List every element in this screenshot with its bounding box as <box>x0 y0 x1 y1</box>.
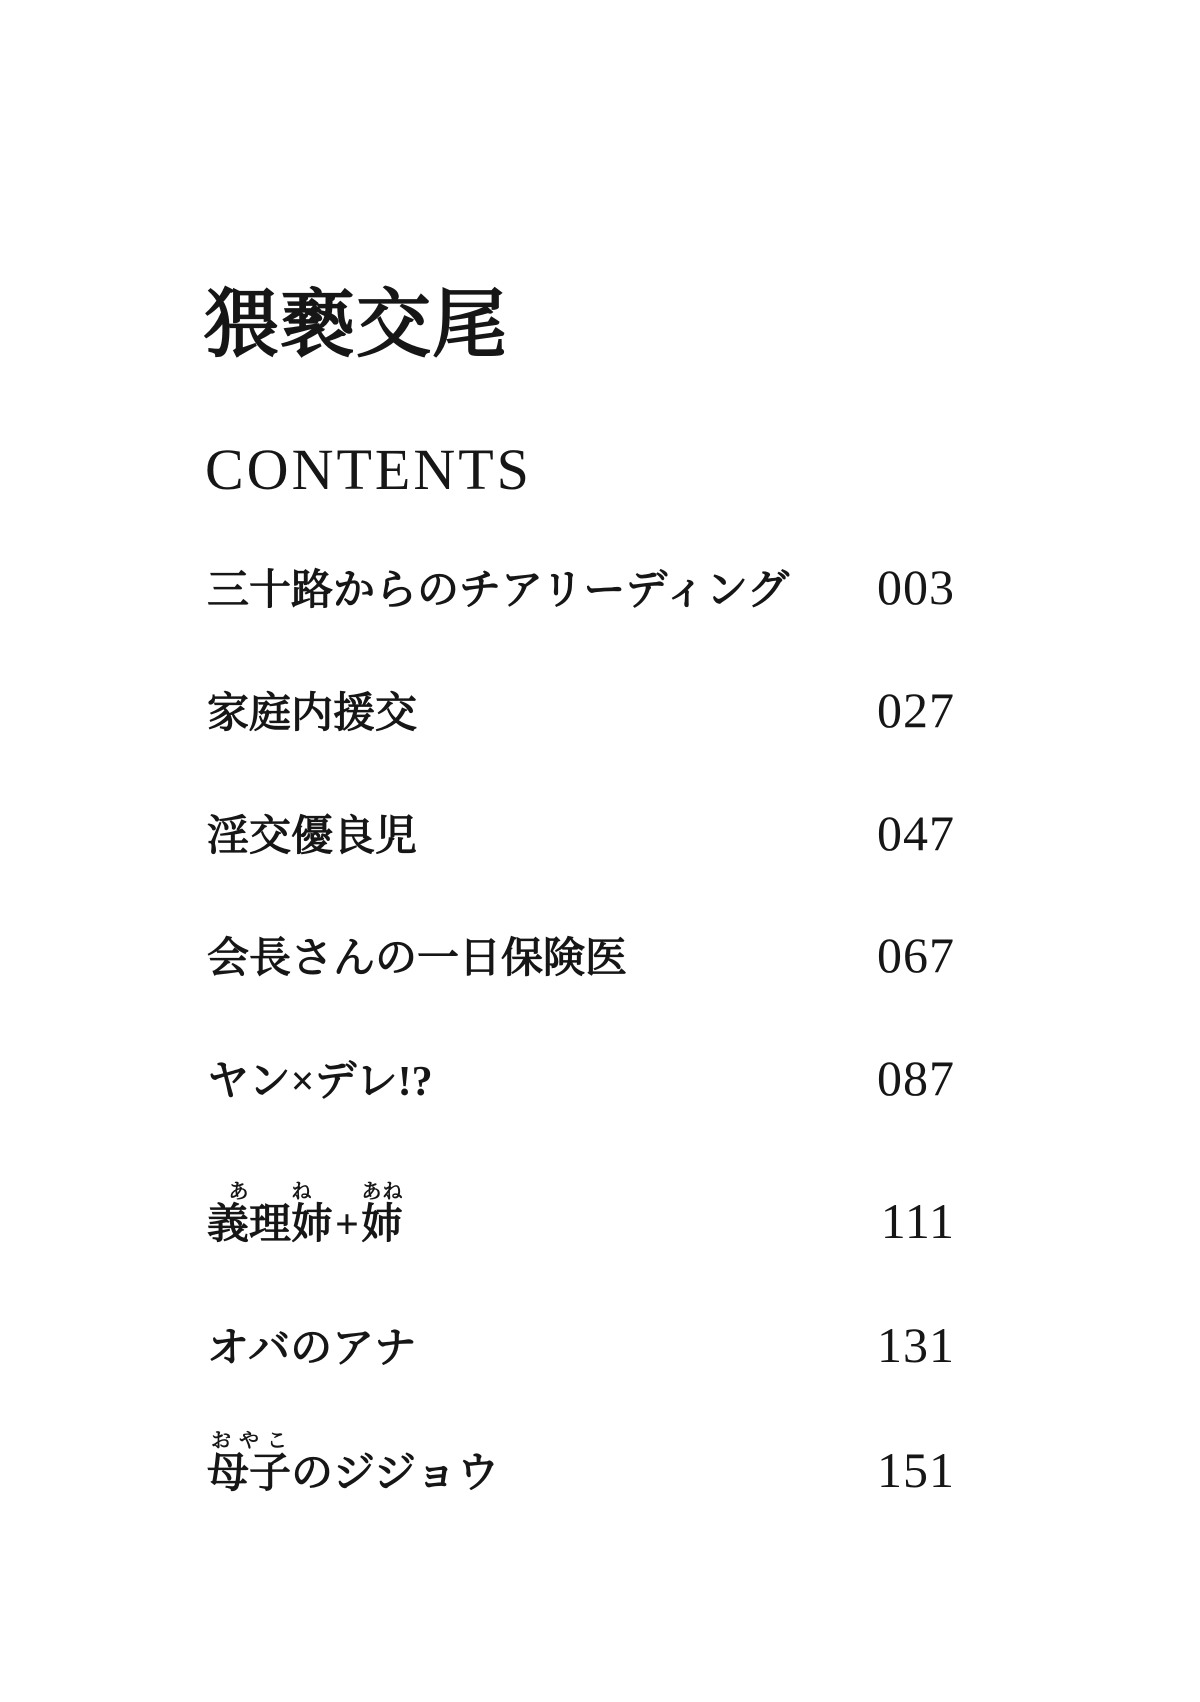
toc-item-title <box>207 1430 500 1497</box>
toc-item-page: 131 <box>877 1317 955 1373</box>
toc-row <box>207 805 955 861</box>
toc-item-title <box>207 816 417 858</box>
title-text: オバのアナ <box>207 1326 417 1372</box>
title-text: 三十路からのチアリーディング <box>207 568 790 614</box>
toc-row <box>207 927 955 983</box>
toc-item-page: 003 <box>877 559 955 615</box>
title-text: 淫交優良児 <box>207 814 418 860</box>
contents-heading: CONTENTS <box>205 437 532 502</box>
title-text: ヤン×デレ!? <box>207 1059 433 1105</box>
toc-row <box>207 1050 955 1106</box>
ruby-base: あ ね 姉 <box>360 1181 403 1248</box>
ruby-base: お や こ 母子 <box>207 1430 292 1497</box>
title-text: + <box>335 1202 359 1248</box>
title-text: 家庭内援交 <box>207 691 418 737</box>
toc-item-title <box>207 1061 433 1103</box>
toc-row <box>207 1430 955 1498</box>
furigana-text: お や こ <box>211 1430 287 1452</box>
toc-row <box>207 1181 955 1249</box>
toc-item-page: 067 <box>877 927 955 983</box>
toc-item-page: 087 <box>877 1050 955 1106</box>
toc-item-title <box>207 693 417 735</box>
page-title: 猥褻交尾 <box>204 284 509 367</box>
toc-item-page: 111 <box>880 1193 955 1249</box>
toc-item-page: 027 <box>877 682 955 738</box>
title-text: 会長さんの一日保険医 <box>207 936 628 982</box>
toc-row <box>207 559 955 615</box>
toc-item-page: 047 <box>877 805 955 861</box>
toc-row <box>207 682 955 738</box>
toc-item-title <box>207 1181 403 1248</box>
toc-item-title <box>207 938 627 980</box>
title-text: のジジョウ <box>291 1451 500 1497</box>
toc-item-title <box>207 570 789 612</box>
furigana-text: あ ね <box>361 1181 403 1203</box>
ruby-base: あ ね 義理姉 <box>207 1181 334 1248</box>
toc-row <box>207 1317 955 1373</box>
toc-item-title <box>207 1328 416 1370</box>
toc-item-page: 151 <box>877 1442 955 1498</box>
furigana-text: あ ね <box>228 1181 312 1203</box>
